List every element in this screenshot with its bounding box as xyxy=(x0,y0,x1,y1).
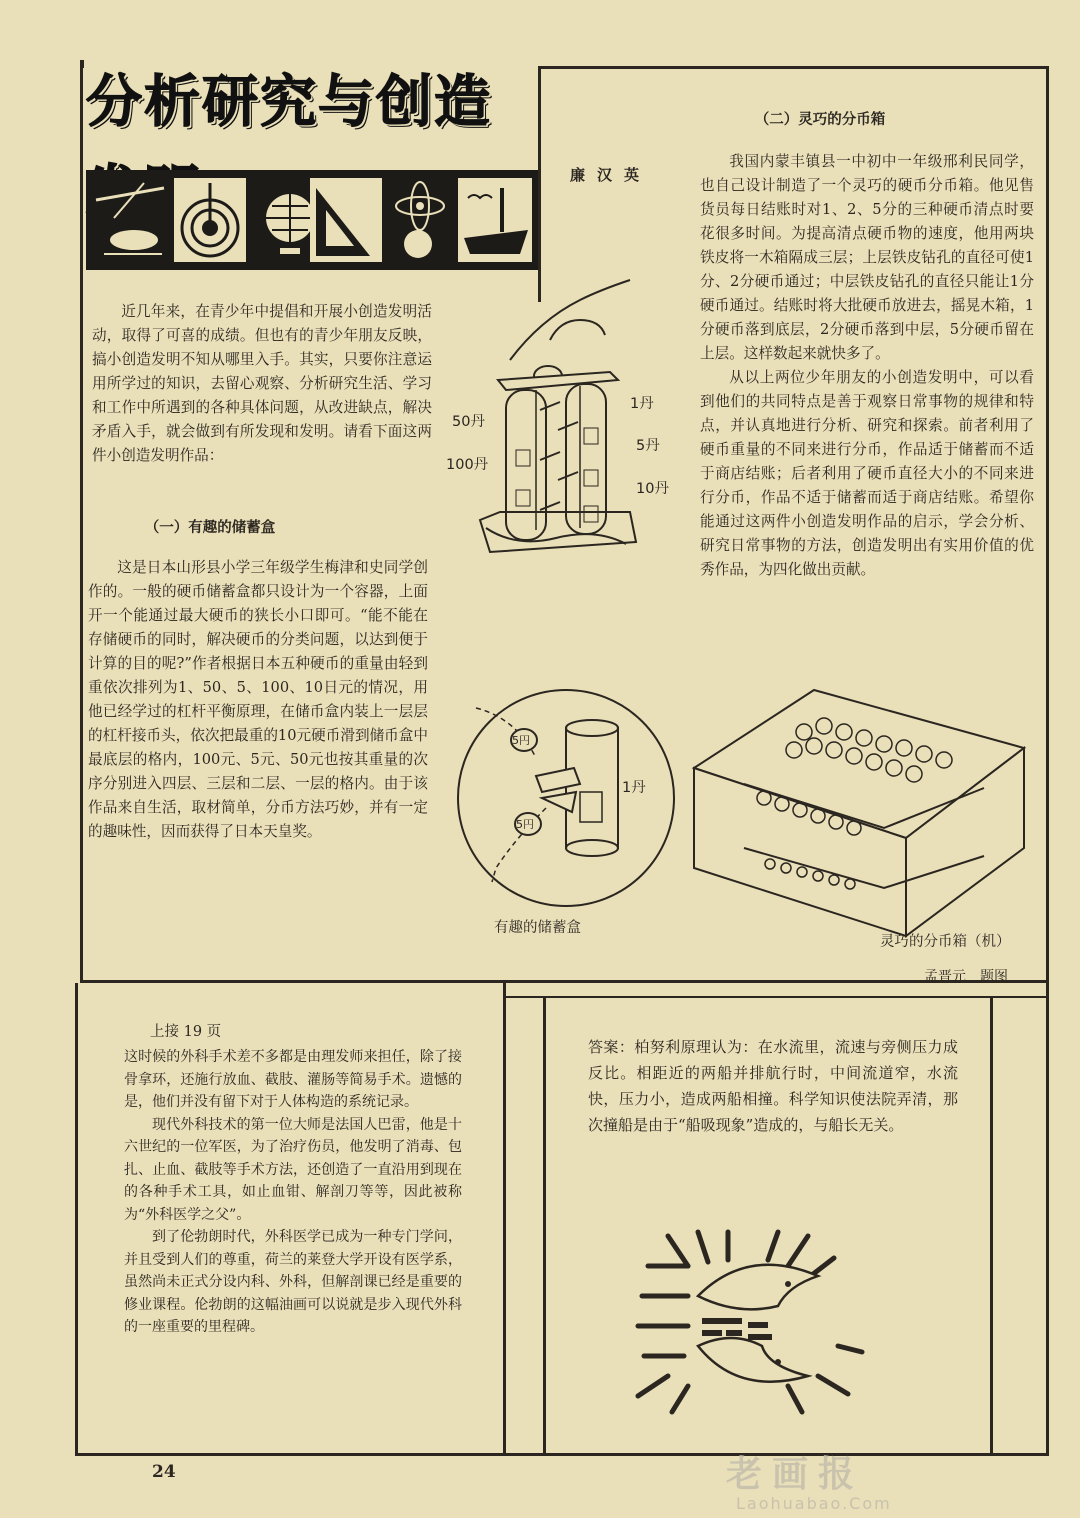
figure3-caption: 灵巧的分币箱（机） xyxy=(880,934,1011,950)
section2-text xyxy=(700,150,1034,582)
figure1-label-5: 5丹 xyxy=(636,438,660,454)
figure2-coin-bottom: 5円 xyxy=(516,818,534,831)
figure1-label-50: 50丹 xyxy=(452,414,485,430)
answer-text xyxy=(588,1034,958,1138)
section1-heading: （一）有趣的储蓄盒 xyxy=(144,520,276,536)
lower-box-top xyxy=(506,996,1046,998)
left-border-lower xyxy=(75,983,78,1453)
author: 廉汉英 xyxy=(570,166,652,184)
lower-divider-2 xyxy=(543,996,546,1456)
figure2-label: 1丹 xyxy=(622,780,646,796)
ship-icon xyxy=(458,178,532,262)
column-divider-upper xyxy=(538,66,541,302)
watermark-site: Laohuabao.Com xyxy=(736,1494,892,1513)
figure1-label-10: 10丹 xyxy=(636,481,669,497)
figure2-caption: 有趣的储蓄盒 xyxy=(494,920,581,936)
watermark-logo: 老画报 xyxy=(726,1454,865,1495)
intro-paragraph: 近几年来，在青少年中提倡和开展小创造发明活动，取得了可喜的成绩。但也有的青少年朋友反映，搞小创造发明不知从哪里入手。其实，只要你注意运用所学过的知识，去留心观察、分析研究生活、学习和工作中所遇到的各种具体问题，从改进缺点，解决矛盾入手，就会做到有所发现和发明。请看下面这两件小创造发明作品： xyxy=(92,303,432,464)
section2-paragraph-1: 我国内蒙丰镇县一中初中一年级邢利民同学，也自己设计制造了一个灵巧的硬币分币箱。他见售货员每日结账时对1、2、5分的三种硬币清点时要花很多时间。为提高清点硬币物的速度，他用两块铁皮将一木箱隔成三层；上层铁皮钻孔的直径可使1分、2分硬币通过；中层铁皮钻孔的直径只能让1分硬币通过。结账时将大批硬币放进去，摇晃木箱，1分硬币落到底层，2分硬币落到中层，5分硬币留在上层。这样数起来就快多了。 xyxy=(700,153,1034,362)
lower-divider-1 xyxy=(503,983,506,1456)
page-number: 24 xyxy=(152,1462,176,1482)
answer-paragraph: 答案：柏努利原理认为：在水流里，流速与旁侧压力成反比。相距近的两船并排航行时，中间流道窄，水流快，压力小，造成两船相撞。科学知识使法院弄清，那次撞船是由于“船吸现象”造成的，与船长无关。 xyxy=(588,1038,958,1134)
figure2-coin-top: 5円 xyxy=(512,734,530,747)
left-border-upper xyxy=(80,60,83,982)
birds-emblem xyxy=(628,1226,864,1416)
right-border xyxy=(1046,66,1049,1456)
continued-header: 上接 19 页 xyxy=(150,1024,222,1040)
lower-divider-3 xyxy=(990,996,993,1456)
continued-paragraph-2: 现代外科技术的第一位大师是法国人巴雷，他是十六世纪的一位军医，为了治疗伤员，他发明了消毒、包扎、止血、截肢等手术方法，还创造了一直沿用到现在的各种手术工具，如止血钳、解剖刀等等，因此被称为“外科医学之父”。 xyxy=(124,1116,462,1223)
bottom-rule xyxy=(75,1453,1049,1456)
continued-text xyxy=(124,1046,462,1339)
banner-illustration xyxy=(86,170,538,270)
radar-icon xyxy=(174,178,246,262)
continued-paragraph-3: 到了伦勃朗时代，外科医学已成为一种专门学问，并且受到人们的尊重，荷兰的莱登大学开设有医学系，虽然尚未正式分设内科、外科，但解剖课已经是重要的修业课程。伦勃朗的这幅油画可以说就是步入现代外科的一座重要的里程碑。 xyxy=(124,1229,462,1335)
atom-flask-icon xyxy=(384,178,456,262)
sorting-box-illustration xyxy=(684,688,1034,938)
continued-paragraph-1: 这时候的外科手术差不多都是由理发师来担任，除了接骨拿环，还施行放血、截肢、灌肠等简易手术。遗憾的是，他们并没有留下对于人体构造的系统记录。 xyxy=(124,1049,462,1110)
illustration-credit: 孟晋元 题图 xyxy=(924,969,1008,985)
figure1-label-1: 1丹 xyxy=(630,396,654,412)
figure1-label-100: 100丹 xyxy=(446,457,489,473)
intro-text xyxy=(92,300,432,468)
mid-horizontal-rule xyxy=(80,980,1048,983)
top-rule-right xyxy=(538,66,1048,69)
section2-paragraph-2: 从以上两位少年朋友的小创造发明中，可以看到他们的共同特点是善于观察日常事物的规律和特点，并认真地进行分析、研究和探索。前者利用了硬币重量的不同来进行分币，作品适于储蓄而不适于商店结账；后者利用了硬币直径大小的不同来进行分币，作品不适于储蓄而适于商店结账。希望你能通过这两件小创造发明作品的启示，学会分析、研究日常事物的方法，创造发明出有实用价值的优秀作品，为四化做出贡献。 xyxy=(700,369,1034,578)
section1-paragraph: 这是日本山形县小学三年级学生梅津和史同学创作的。一般的硬币储蓄盒都只设计为一个容器，上面开一个能通过最大硬币的狭长小口即可。“能不能在存储硬币的同时，解决硬币的分类问题，以达到便于计算的目的呢?”作者根据日本五种硬币的重量由轻到重依次排列为1、50、5、100、10日元的情况，用他已经学过的杠杆平衡原理，在储币盒内装上一层层的杠杆接币头，依次把最重的10元硬币滑到储币盒中最底层的格内，100元、5元、50元也按其重量的次序分别进入四层、三层和二层、一层的格内。由于该作品来自生活，取材简单，分币方法巧妙，并有一定的趣味性，因而获得了日本天皇奖。 xyxy=(88,559,428,840)
coin-sorting-detail xyxy=(456,688,676,908)
section1-text xyxy=(88,556,428,844)
helicopter-icon xyxy=(94,178,166,262)
section2-heading: （二）灵巧的分币箱 xyxy=(754,112,886,128)
geometry-tools-icon xyxy=(310,178,382,262)
page-title: 分析研究与创造 xyxy=(86,70,492,135)
